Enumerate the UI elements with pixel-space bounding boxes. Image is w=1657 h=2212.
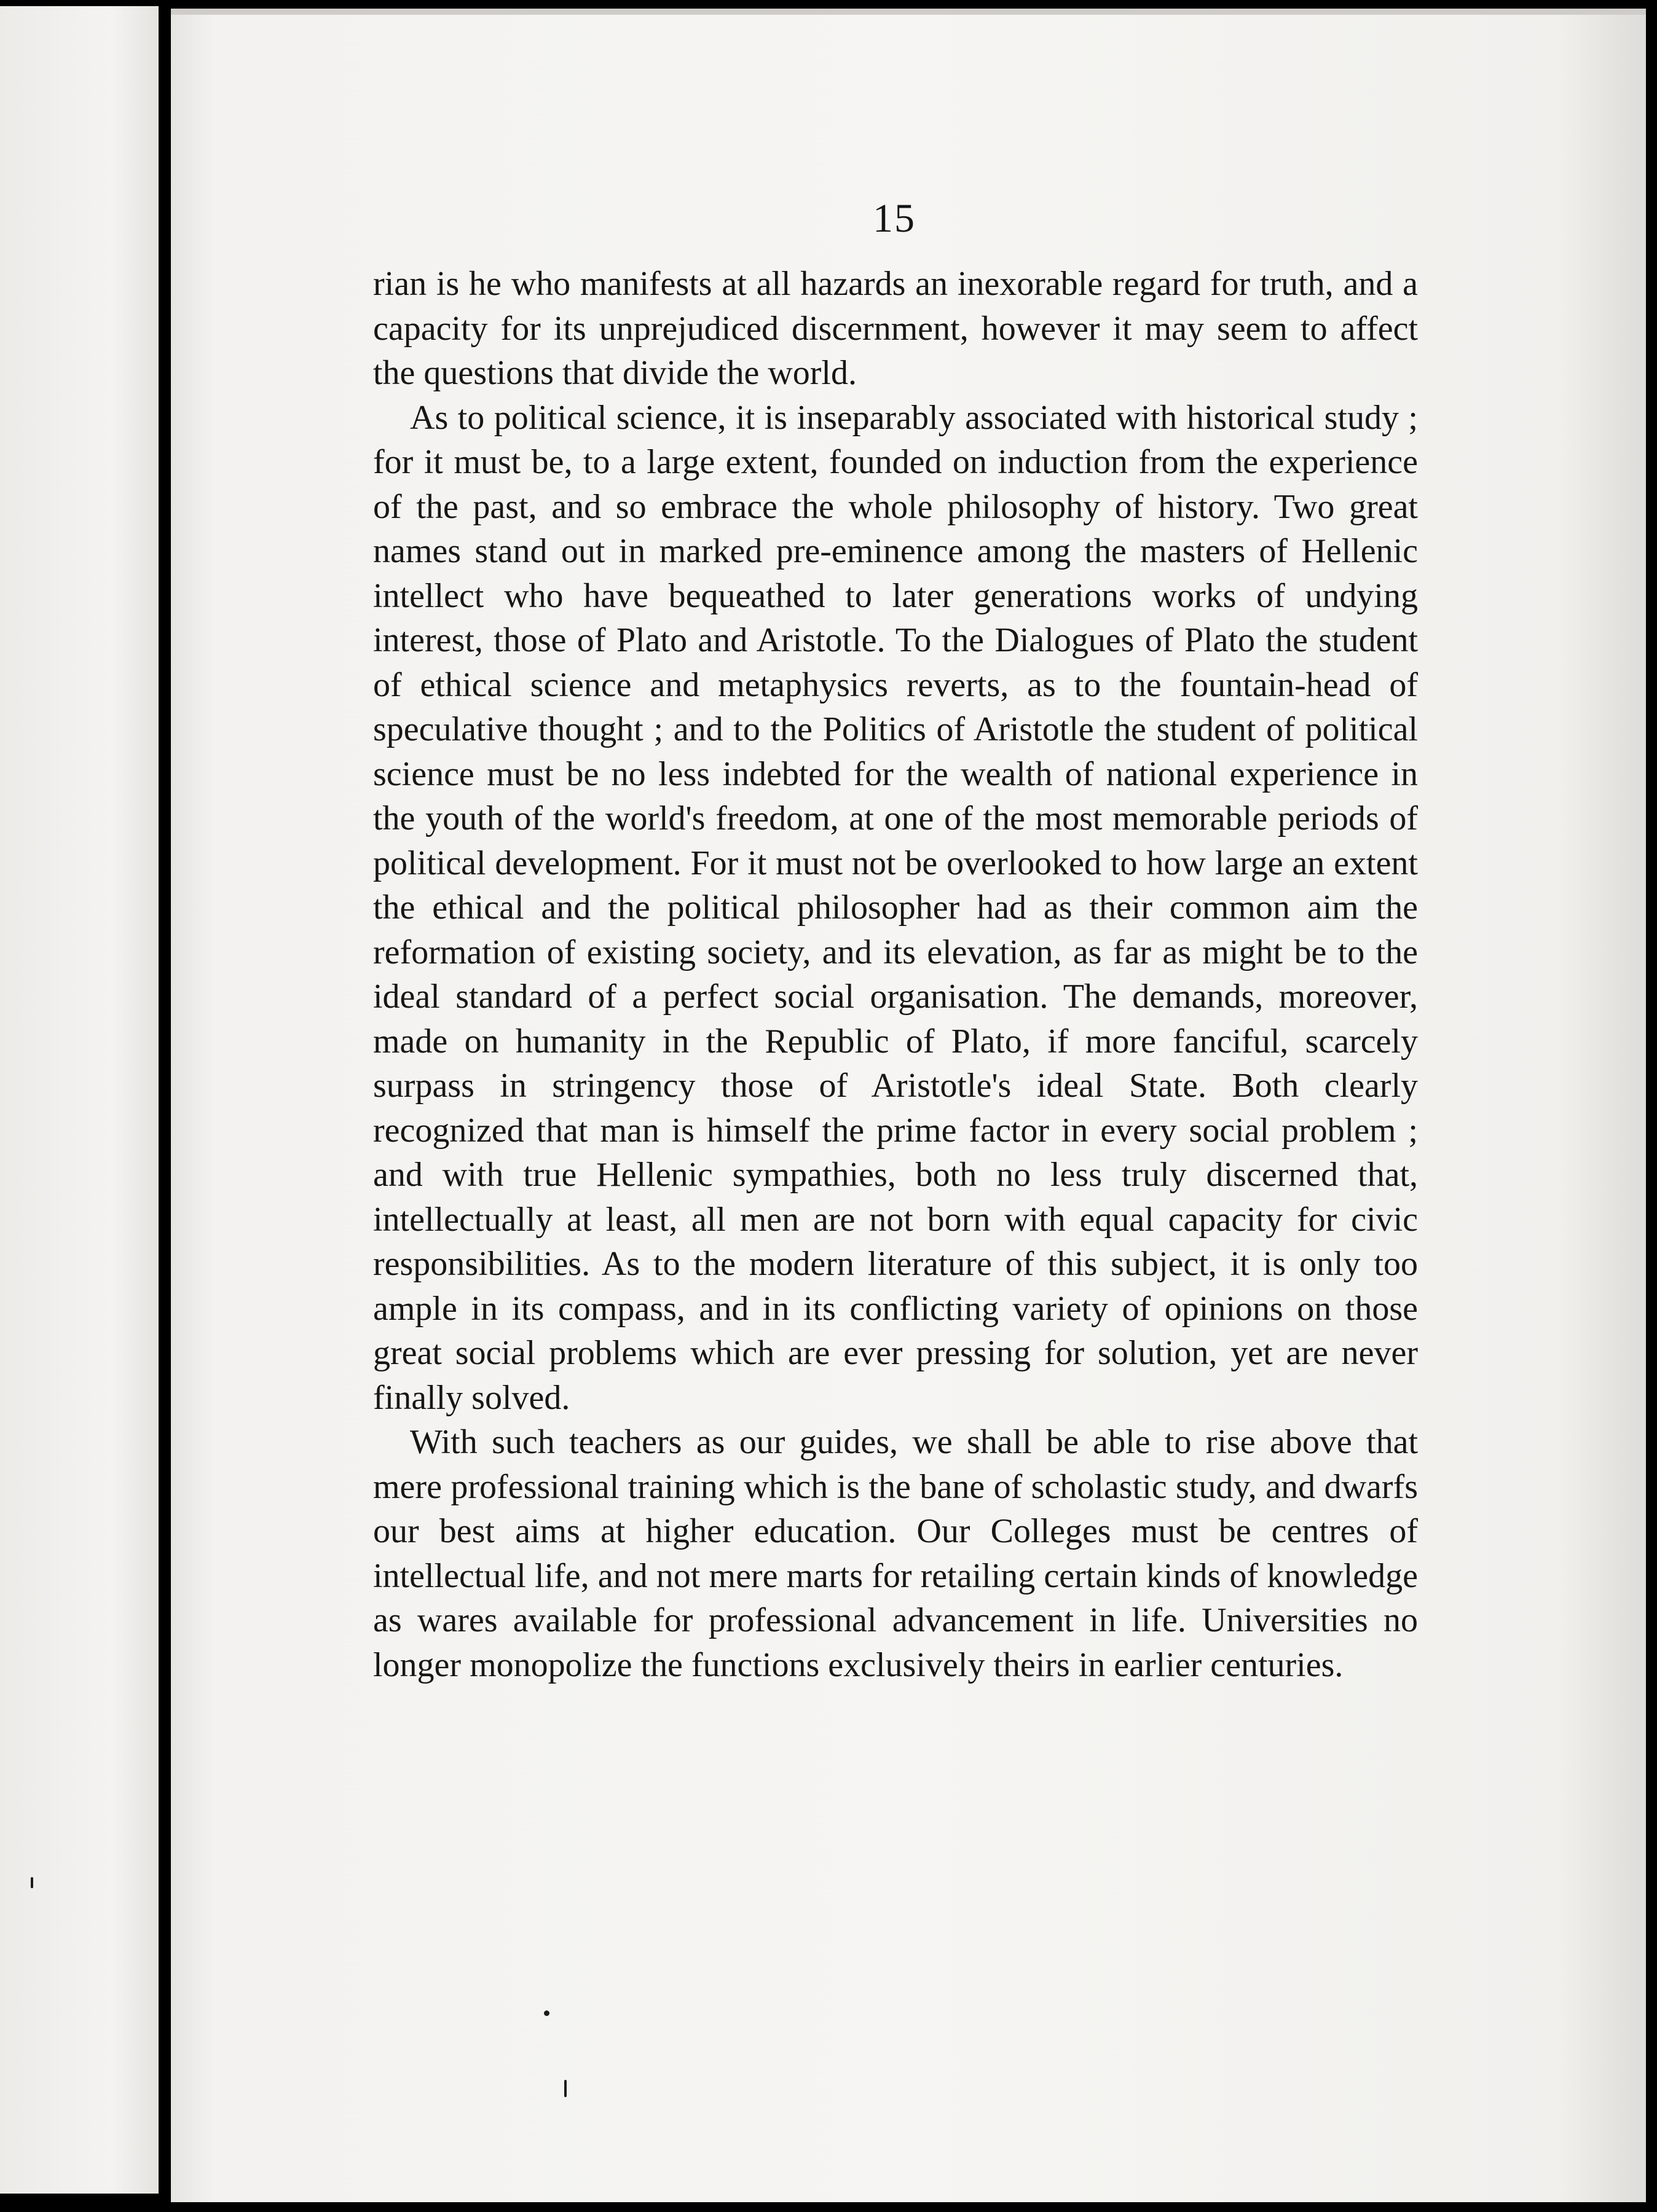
paragraph-3: With such teachers as our guides, we shall be able to rise above that mere professional training which is the bane of scholastic study, and dwarfs our best aims at higher education. Our Colleges must be centres of intellectual life, and not mere marts for retailing certain kinds of knowledge as wares available for professional advancement in life. Universities no longer monopolize the functions exclusively theirs in earlier centuries. <box>373 1423 1418 1684</box>
left-facing-page <box>0 6 159 2194</box>
paragraph-2: As to political science, it is inseparably associated with historical study ; for it must be, to a large extent, founded on induction from the experience of the past, and so embrace the whole philosophy of history. Two great names stand out in marked pre-eminence among the masters of Hellenic intellect who have bequeathed to later generations works of undying interest, those of Plato and Aristotle. To the Dialogues of Plato the student of ethical science and metaphysics reverts, as to the fountain-head of speculative thought ; and to the Politics of Aristotle the student of political science must be no less indebted for the wealth of national experience in the youth of the world's freedom, at one of the most memorable periods of political development. For it must not be overlooked to how large an extent the ethical and the political philosopher had as their common aim the reformation of existing society, and its elevation, as far as might be to the ideal standard of a perfect social organisation. The demands, moreover, made on humanity in the Republic of Plato, if more fanciful, scarcely surpass in stringency those of Aristotle's ideal State. Both clearly recognized that man is himself the prime factor in every social problem ; and with true Hellenic sympathies, both no less truly discerned that, intellectually at least, all men are not born with equal capacity for civic responsibilities. As to the modern literature of this subject, it is only too ample in its compass, and in its conflicting variety of opinions on those great social problems which are ever pressing for solution, yet are never finally solved. <box>373 398 1418 1417</box>
page-number: 15 <box>873 196 916 241</box>
body-text <box>373 262 1418 1687</box>
scan-speck <box>544 2010 549 2016</box>
paragraph-1: rian is he who manifests at all hazards an inexorable regard for truth, and a capacity for its unprejudiced discernment, however it may seem to affect the questions that divide the world. <box>373 265 1418 392</box>
scan-speck <box>31 1877 33 1888</box>
scan-speck <box>564 2080 567 2097</box>
